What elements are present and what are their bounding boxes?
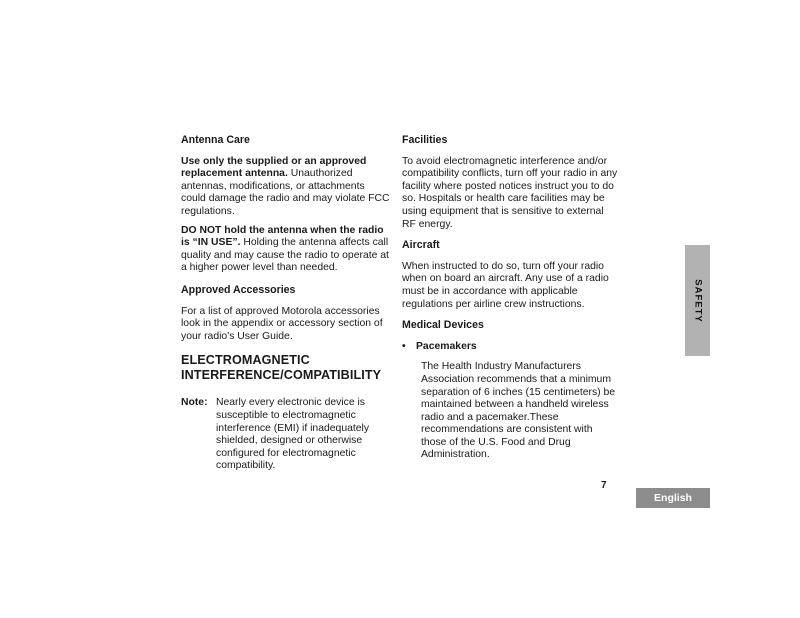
aircraft-paragraph: When instructed to do so, turn off your radio when on board an aircraft. Any use of a radio must be in accordance with applicable regulations per airline crew instructions. <box>402 260 609 310</box>
antenna-p2-bold: DO NOT hold the antenna when the radio is “IN USE”. <box>181 224 384 249</box>
pacemakers-bullet <box>402 341 618 354</box>
aircraft-heading: Aircraft <box>402 239 440 252</box>
antenna-care-heading: Antenna Care <box>181 134 250 146</box>
approved-accessories-heading: Approved Accessories <box>181 283 296 296</box>
antenna-paragraph-2 <box>181 225 392 275</box>
accessories-paragraph: For a list of approved Motorola accessories look in the appendix or accessory section of your radio's User Guide. <box>181 305 383 342</box>
facilities-heading: Facilities <box>402 134 448 146</box>
note-text: Nearly every electronic device is susceptible to electromagnetic interference (EMI) if inadequately shielded, designed or otherwise configured for electromagnetic compatibility. <box>216 397 370 472</box>
left-column <box>181 134 392 473</box>
pacemakers-label: Pacemakers <box>416 340 477 352</box>
antenna-p1-bold: Use only the supplied or an approved replacement antenna. <box>181 155 367 180</box>
bullet-icon: • <box>402 340 406 352</box>
language-tab: English <box>636 488 710 508</box>
medical-devices-heading: Medical Devices <box>402 319 484 332</box>
antenna-paragraph-1 <box>181 156 392 219</box>
emi-heading: ELECTROMAGNETIC INTERFERENCE/COMPATIBILITY <box>181 353 382 383</box>
safety-tab-label: SAFETY <box>692 278 703 323</box>
page-number: 7 <box>601 480 607 491</box>
note-label: Note: <box>181 397 208 409</box>
note-block <box>181 397 392 473</box>
antenna-p2-text: Holding the antenna affects call quality and may cause the radio to operate at a higher power level than needed. <box>181 237 389 274</box>
pacemakers-paragraph: The Health Industry Manufacturers Association recommends that a minimum separation of 6 inches (15 centimeters) be maintained between a handheld wireless radio and a pacemaker.These recommendations are consistent with those of the U.S. Food and Drug Administration. <box>421 361 616 461</box>
safety-side-tab <box>685 245 710 356</box>
antenna-p1-text: Unauthorized antennas, modifications, or attachments could damage the radio and may violate FCC regulations. <box>181 168 390 217</box>
facilities-paragraph: To avoid electromagnetic interference and/or compatibility conflicts, turn off your radio in any facility where posted notices instruct you to do so. Hospitals or health care facilities may be using equipment that is sensitive to external RF energy. <box>402 155 618 230</box>
right-column <box>402 134 618 468</box>
